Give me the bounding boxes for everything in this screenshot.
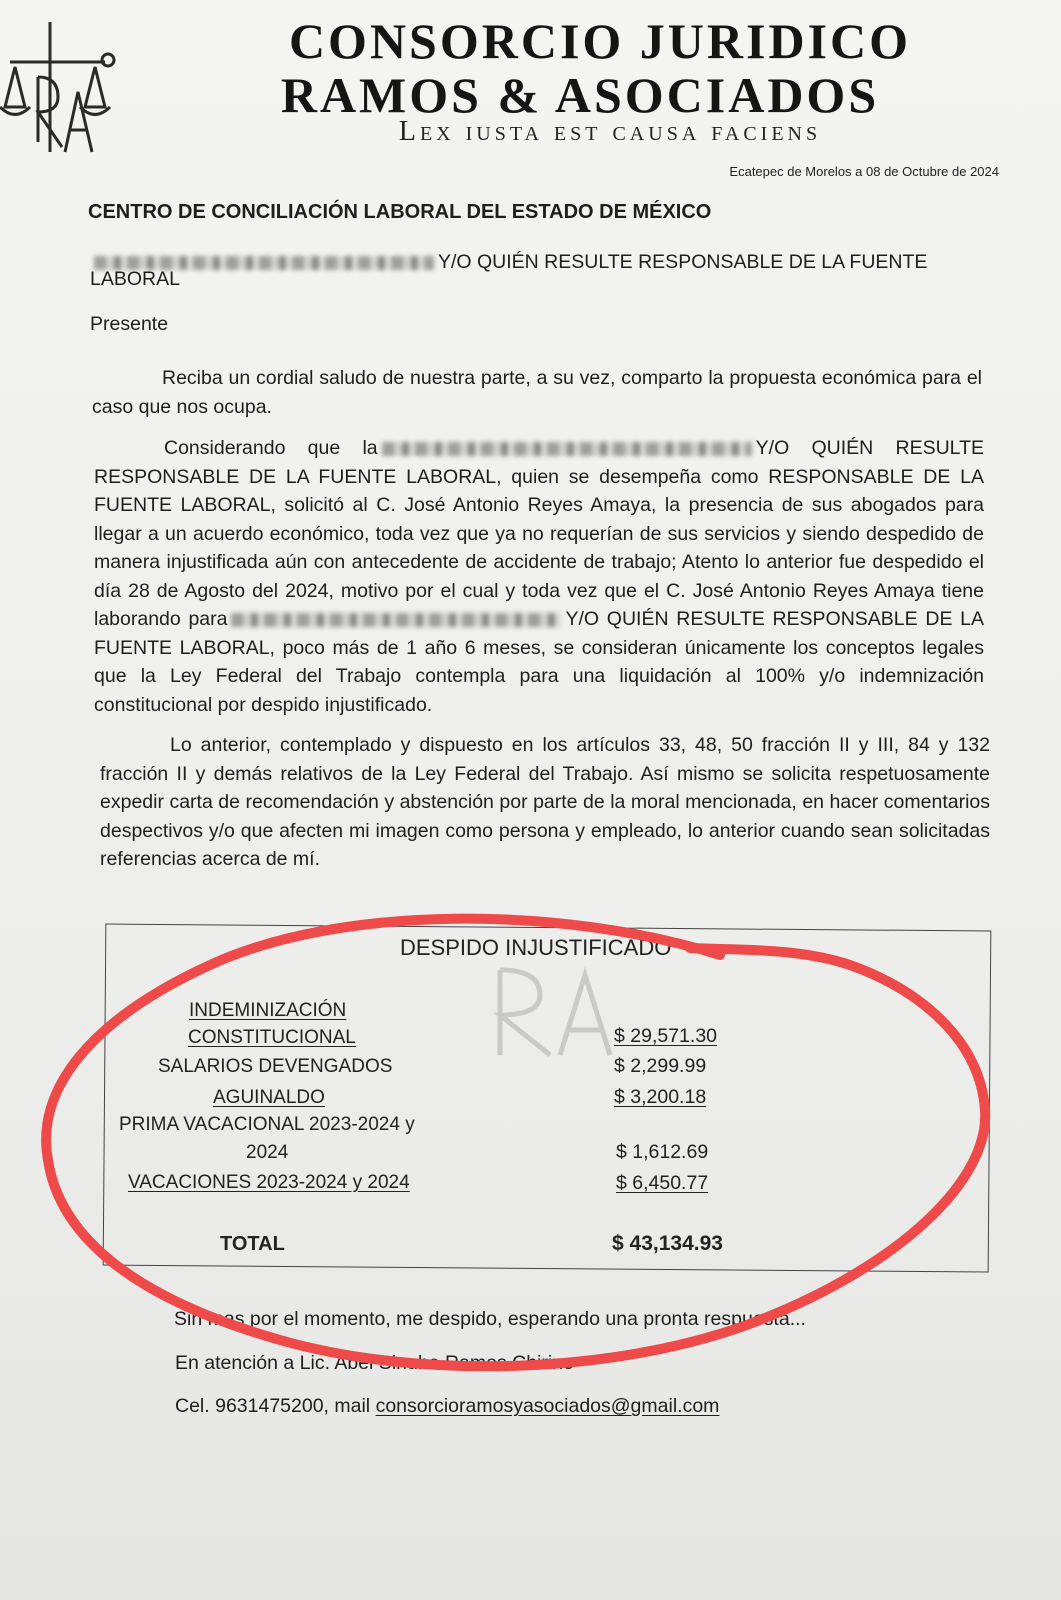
firm-motto: Lex iusta est causa faciens bbox=[398, 116, 822, 147]
addressee-institution: CENTRO DE CONCILIACIÓN LABORAL DEL ESTADO DE MÉXICO bbox=[88, 201, 712, 223]
item-4-amount: $ 1,612.69 bbox=[616, 1141, 709, 1163]
paragraph-2-start: Considerando que la bbox=[164, 437, 378, 459]
item-1-label-line-2: CONSTITUCIONAL bbox=[188, 1027, 356, 1048]
total-amount: $ 43,134.93 bbox=[612, 1232, 723, 1255]
paragraph-1 bbox=[92, 364, 982, 421]
item-1-label-line-1: INDEMINIZACIÓN bbox=[189, 1000, 347, 1021]
greeting: Presente bbox=[90, 313, 169, 335]
item-4-label-line-1: PRIMA VACACIONAL 2023-2024 y bbox=[119, 1114, 415, 1135]
paragraph-1-text: Reciba un cordial saludo de nuestra parte, a su vez, comparto la propuesta económica para el caso que nos ocupa. bbox=[92, 367, 982, 418]
closing-line-3 bbox=[175, 1395, 719, 1418]
redacted-company-2 bbox=[231, 613, 561, 627]
item-3-label: AGUINALDO bbox=[213, 1087, 325, 1108]
item-2-label: SALARIOS DEVENGADOS bbox=[158, 1056, 393, 1077]
paragraph-3 bbox=[100, 731, 990, 874]
email-link[interactable]: consorcioramosyasociados@gmail.com bbox=[375, 1395, 720, 1417]
closing-line-1: Sin mas por el momento, me despido, esperando una pronta respuesta... bbox=[174, 1308, 806, 1330]
item-3-amount: $ 3,200.18 bbox=[614, 1086, 707, 1108]
paragraph-2-middle: Y/O QUIÉN RESULTE RESPONSABLE DE LA FUENTE LABORAL, quien se desempeña como RESPONSABLE DE LA FUENTE LABORAL, solicitó al C. José Antonio Reyes Amaya, la presencia de sus abogados para llegar a un acuerdo económico, toda vez que ya no requerían de sus servicios y siendo despedido de manera injustificada aún con antecedente de accidente de trabajo; Atento lo anterior fue despedido el día 28 de Agosto del 2024, motivo por el cual y toda vez que el C. José Antonio Reyes Amaya tiene laborando para bbox=[94, 437, 984, 630]
item-1-amount: $ 29,571.30 bbox=[614, 1025, 718, 1047]
paragraph-3-text: Lo anterior, contemplado y dispuesto en los artículos 33, 48, 50 fracción II y III, 84 y 132 fracción II y demás relativos de la Ley Federal del Trabajo. Así mismo se solicita respetuosamente expedir carta de recomendación y abstención por parte de la moral mencionada, en hacer comentarios despectivos y/o que afecten mi imagen como persona y empleado, lo anterior cuando sean solicitadas referencias acerca de mí. bbox=[100, 734, 990, 870]
firm-name-line-2: RAMOS & ASOCIADOS bbox=[280, 67, 880, 123]
paragraph-2 bbox=[94, 434, 984, 719]
addressee-line-2 bbox=[90, 248, 927, 276]
item-2-amount: $ 2,299.99 bbox=[614, 1055, 707, 1077]
addressee-line-3: LABORAL bbox=[90, 268, 180, 290]
place-date: Ecatepec de Morelos a 08 de Octubre de 2024 bbox=[729, 164, 999, 179]
item-5-label: VACACIONES 2023-2024 y 2024 bbox=[128, 1172, 410, 1193]
item-4-label-line-2: 2024 bbox=[246, 1142, 289, 1163]
redacted-company-1 bbox=[382, 442, 752, 456]
closing-line-2: En atención a Lic. Abel Sinuhe Ramos Chirino bbox=[175, 1352, 574, 1374]
firm-name-line-1: CONSORCIO JURIDICO bbox=[288, 13, 912, 69]
settlement-title: DESPIDO INJUSTIFICADO bbox=[400, 935, 672, 960]
scales-of-justice-logo bbox=[0, 12, 120, 162]
phone-text: Cel. 9631475200, mail bbox=[175, 1395, 376, 1417]
addressee-line-2-text: Y/O QUIÉN RESULTE RESPONSABLE DE LA FUENTE bbox=[438, 251, 928, 273]
total-label: TOTAL bbox=[220, 1233, 285, 1255]
paragraph-2-end: Y/O QUIÉN RESULTE RESPONSABLE DE LA FUENTE LABORAL, poco más de 1 año 6 meses, se consideran únicamente los conceptos legales que la Ley Federal del Trabajo contempla para una liquidación al 100% y/o indemnización constitucional por despido injustificado. bbox=[94, 608, 985, 716]
item-5-amount: $ 6,450.77 bbox=[616, 1172, 709, 1194]
